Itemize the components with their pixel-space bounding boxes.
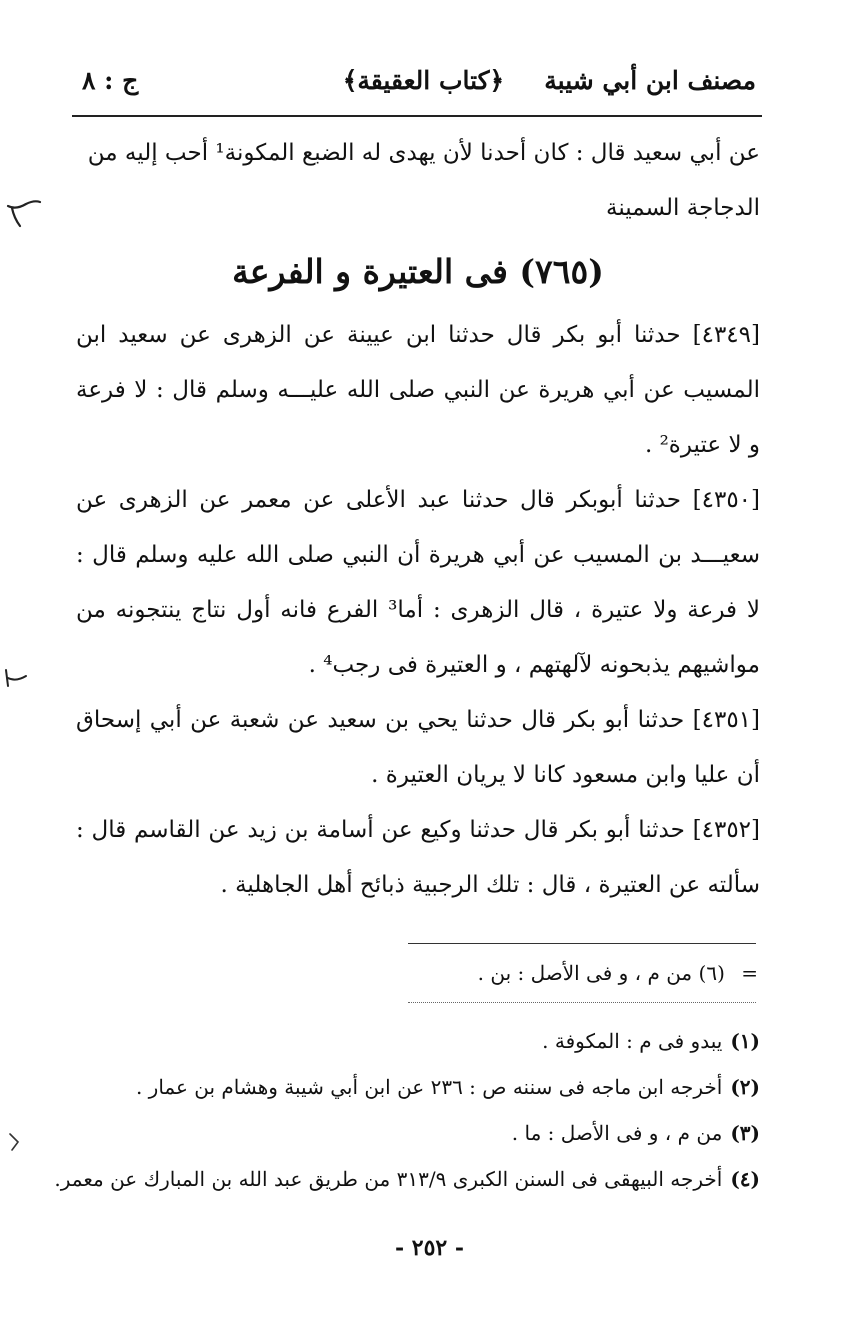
hadith-number: [٤٣٥١] xyxy=(692,707,761,733)
hadith-paragraph xyxy=(76,803,760,913)
margin-scribble xyxy=(6,1128,30,1154)
footnote-number: (٤) xyxy=(730,1167,760,1191)
intro-paragraph xyxy=(76,126,760,236)
hadith-text: حدثنا أبو بكر قال حدثنا وكيع عن أسامة بن زيد عن القاسم قال : سألته عن العتيرة ، قال : تلك الرجبية ذبائح أهل الجاهلية . xyxy=(76,817,760,898)
footnotes xyxy=(54,1018,760,1202)
footnote-text: يبدو فى م : المكوفة . xyxy=(542,1029,723,1053)
hadith-paragraph xyxy=(76,473,760,693)
footnote-dotted-separator xyxy=(408,1002,756,1003)
hadith-number: [٤٣٥٠] xyxy=(692,487,761,513)
continuation-mark: = xyxy=(741,961,758,985)
header-rule xyxy=(72,115,762,117)
footnote xyxy=(76,1064,760,1110)
hadith-paragraph xyxy=(76,693,760,803)
footnote-text: أخرجه ابن ماجه فى سننه ص : ٢٣٦ عن ابن أبي شيبة وهشام بن عمار . xyxy=(135,1075,723,1099)
hadith-text: حدثنا أبو بكر قال حدثنا يحي بن سعيد عن شعبة عن أبي إسحاق أن عليا وابن مسعود كانا لا يريان العتيرة . xyxy=(76,707,760,788)
main-text xyxy=(76,126,760,913)
footnote-number: (٣) xyxy=(730,1121,760,1145)
footnote xyxy=(54,1156,760,1202)
footnote-text: أخرجه البيهقى فى السنن الكبرى ٣١٣/٩ من طريق عبد الله بن المبارك عن معمر. xyxy=(54,1167,723,1191)
hadith-text: حدثنا أبوبكر قال حدثنا عبد الأعلى عن معمر عن الزهرى عن سعيـــد بن المسيب عن أبي هريرة أن النبي صلى الله عليه وسلم قال : لا فرعة ولا عتيرة ، قال الزهرى : أما³ الفرع فانه أول نتاج ينتجونه من مواشيهم يذبحونه لآلهتهم ، و العتيرة فى رجب⁴ . xyxy=(76,487,760,678)
margin-scribble xyxy=(4,196,44,232)
book-title: مصنف ابن أبي شيبة xyxy=(544,66,756,95)
hadith-text: حدثنا أبو بكر قال حدثنا ابن عيينة عن الزهرى عن سعيد ابن المسيب عن أبي هريرة عن النبي صلى الله عليـــه وسلم قال : لا فرعة و لا عتيرة² . xyxy=(76,322,760,458)
hadith-number: [٤٣٤٩] xyxy=(692,322,760,348)
footnote-separator xyxy=(408,943,756,944)
volume-number: ج : ٨ xyxy=(82,66,139,95)
hadith-number: [٤٣٥٢] xyxy=(692,817,761,843)
footnote xyxy=(76,1110,760,1156)
running-header xyxy=(78,62,756,106)
section-heading: (٧٦٥) فى العتيرة و الفرعة xyxy=(232,252,604,291)
continuation-text: (٦) من م ، و فى الأصل : بن . xyxy=(477,961,725,985)
margin-scribble xyxy=(2,664,30,694)
hadith-paragraph xyxy=(76,308,760,473)
footnote xyxy=(76,1018,760,1064)
footnote-continuation xyxy=(300,952,758,994)
intro-line-1: عن أبي سعيد قال : كان أحدنا لأن يهدى له الضبع المكونة¹ أحب إليه من xyxy=(87,140,760,166)
footnote-number: (١) xyxy=(730,1029,760,1053)
chapter-title: ﴿كتاب العقيقة﴾ xyxy=(342,66,505,95)
intro-line-2: الدجاجة السمينة xyxy=(606,195,760,221)
footnote-text: من م ، و فى الأصل : ما . xyxy=(511,1121,723,1145)
footnote-number: (٢) xyxy=(730,1075,760,1099)
page-number: - ٢٥٢ - xyxy=(394,1235,465,1261)
